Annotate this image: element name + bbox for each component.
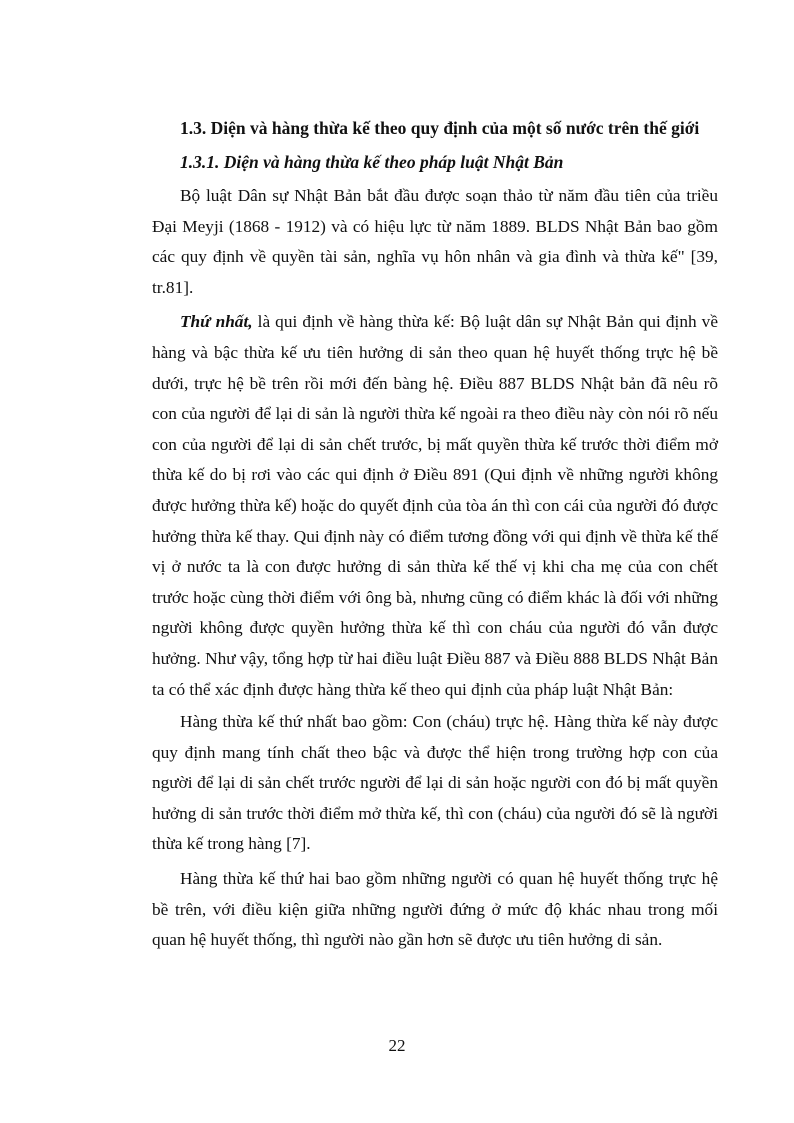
paragraph-body-text: là qui định về hàng thừa kế: Bộ luật dân sự Nhật Bản qui định về hàng và bậc thừa kế ưu tiên hưởng di sản theo quan hệ huyết thống trực hệ bề dưới, trực hệ bề trên rồi mới đến bàng hệ. Điều 887 BLDS Nhật bản đã nêu rõ con của người để lại di sản là người thừa kế ngoài ra theo điều này còn nói rõ nếu con của người để lại di sản chết trước, bị mất quyền thừa kế trước thời điểm mở thừa kế do bị rơi vào các qui định ở Điều 891 (Qui định về những người không được hưởng thừa kế) hoặc do quyết định của tòa án thì con cái của người đó được hưởng thừa kế thay. Qui định này có điểm tương đồng với qui định về thừa kế thế vị ở nước ta là con được hưởng di sản thừa kế thế vị khi cha mẹ của con chết trước hoặc cùng thời điểm với ông bà, nhưng cũng có điểm khác là đối với những người không được quyền hưởng thừa kế thì con cháu của người đó vẫn được hưởng. Như vậy, tổng hợp từ hai điều luật Điều 887 và Điều 888 BLDS Nhật Bản ta có thể xác định được hàng thừa kế theo qui định của pháp luật Nhật Bản: [152,312,718,699]
page-content [152,113,718,958]
paragraph-first-heir-rank: Hàng thừa kế thứ nhất bao gồm: Con (cháu) trực hệ. Hàng thừa kế này được quy định mang tính chất theo bậc và được thể hiện trong trường hợp con của người để lại di sản chết trước người để lại di sản hoặc người con đó bị mất quyền hưởng di sản trước thời điểm mở thừa kế, thì con (cháu) của người đó sẽ là người thừa kế trong hàng [7]. [152,712,718,854]
page-number: 22 [388,1036,406,1055]
paragraph-intro: Bộ luật Dân sự Nhật Bản bắt đầu được soạn thảo từ năm đầu tiên của triều Đại Meyji (1868 - 1912) và có hiệu lực từ năm 1889. BLDS Nhật Bản bao gồm các quy định về quyền tài sản, nghĩa vụ hôn nhân và gia đình và thừa kế" [39, tr.81]. [152,186,718,297]
section-heading: 1.3. Diện và hàng thừa kế theo quy định của một số nước trên thế giới [180,118,700,138]
paragraph-lead-text: Thứ nhất, [180,312,253,332]
paragraph-first-point [152,307,718,705]
subsection-heading: 1.3.1. Diện và hàng thừa kế theo pháp luật Nhật Bản [180,152,564,172]
paragraph-second-heir-rank: Hàng thừa kế thứ hai bao gồm những người có quan hệ huyết thống trực hệ bề trên, với điều kiện giữa những người đứng ở mức độ khác nhau trong mối quan hệ huyết thống, thì người nào gần hơn sẽ được ưu tiên hưởng di sản. [152,869,718,950]
